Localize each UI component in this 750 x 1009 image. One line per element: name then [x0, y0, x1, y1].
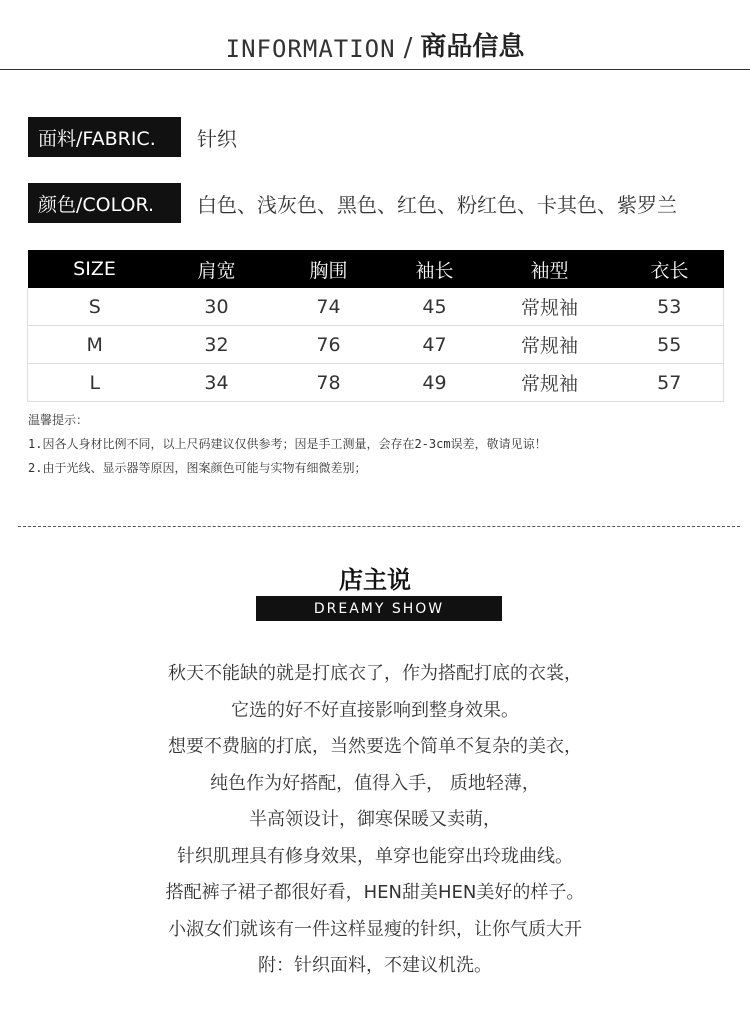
- cell-shoulder: 32: [162, 326, 272, 364]
- description-line: 小淑女们就该有一件这样显瘦的针织，让你气质大开: [168, 918, 582, 940]
- tips-line: 1.因各人身材比例不同，以上尺码建议仅供参考；因是手工测量，会存在2-3cm误差，敬请见谅！: [28, 437, 547, 451]
- description-line: 秋天不能缺的就是打底衣了，作为搭配打底的衣裳，: [168, 663, 582, 684]
- description-line: 纯色作为好搭配，值得入手， 质地轻薄，: [210, 772, 540, 794]
- fabric-row: [28, 117, 237, 157]
- cell-size: S: [28, 288, 162, 326]
- header-chest: 胸围: [272, 250, 386, 288]
- cell-sleeve-type: 常规袖: [484, 326, 616, 364]
- tips-section: [28, 408, 547, 480]
- description-line: 它选的好不好直接影响到整身效果。: [231, 699, 519, 721]
- page-header: [0, 0, 750, 70]
- cell-sleeve-length: 47: [386, 326, 484, 364]
- cell-sleeve-type: 常规袖: [484, 364, 616, 402]
- cell-shoulder: 34: [162, 364, 272, 402]
- color-value: 白色、浅灰色、黑色、红色、粉红色、卡其色、紫罗兰: [197, 192, 677, 217]
- cell-chest: 76: [272, 326, 386, 364]
- header-length: 衣长: [616, 250, 724, 288]
- shop-title: 店主说: [339, 566, 411, 594]
- table-row: [28, 288, 724, 326]
- description-line: 搭配裤子裙子都很好看，HEN甜美HEN美好的样子。: [165, 882, 585, 903]
- fabric-value: 针织: [197, 126, 237, 151]
- header-shoulder: 肩宽: [162, 250, 272, 288]
- cell-size: L: [28, 364, 162, 402]
- header-title-cn: 商品信息: [420, 32, 525, 62]
- header-sleeve-length: 袖长: [386, 250, 484, 288]
- cell-length: 53: [616, 288, 724, 326]
- cell-sleeve-length: 45: [386, 288, 484, 326]
- fabric-label: 面料/FABRIC.: [28, 117, 181, 157]
- color-row: [28, 183, 677, 223]
- cell-sleeve-length: 49: [386, 364, 484, 402]
- size-table: [27, 250, 724, 402]
- cell-chest: 78: [272, 364, 386, 402]
- description-line: 针织肌理具有修身效果，单穿也能穿出玲珑曲线。: [177, 845, 573, 867]
- size-table-header: [28, 250, 724, 288]
- header-size: SIZE: [28, 250, 162, 288]
- tips-title: 温馨提示：: [28, 413, 89, 427]
- header-separator: /: [403, 33, 413, 63]
- description-line: 半高领设计，御寒保暖又卖萌，: [249, 809, 501, 830]
- header-sleeve-type: 袖型: [484, 250, 616, 288]
- cell-sleeve-type: 常规袖: [484, 288, 616, 326]
- shop-description: [0, 656, 750, 985]
- dashed-divider: [18, 526, 740, 527]
- tips-line: 2.由于光线、显示器等原因，图案颜色可能与实物有细微差别；: [28, 461, 367, 475]
- cell-length: 55: [616, 326, 724, 364]
- description-line: 附：针织面料，不建议机洗。: [258, 955, 492, 976]
- cell-shoulder: 30: [162, 288, 272, 326]
- cell-length: 57: [616, 364, 724, 402]
- shop-subtitle-bar: DREAMY SHOW: [256, 596, 502, 621]
- cell-chest: 74: [272, 288, 386, 326]
- color-label: 颜色/COLOR.: [28, 183, 181, 223]
- header-title-en: INFORMATION: [225, 35, 396, 63]
- description-line: 想要不费脑的打底，当然要选个简单不复杂的美衣，: [168, 736, 582, 757]
- table-row: [28, 326, 724, 364]
- table-row: [28, 364, 724, 402]
- cell-size: M: [28, 326, 162, 364]
